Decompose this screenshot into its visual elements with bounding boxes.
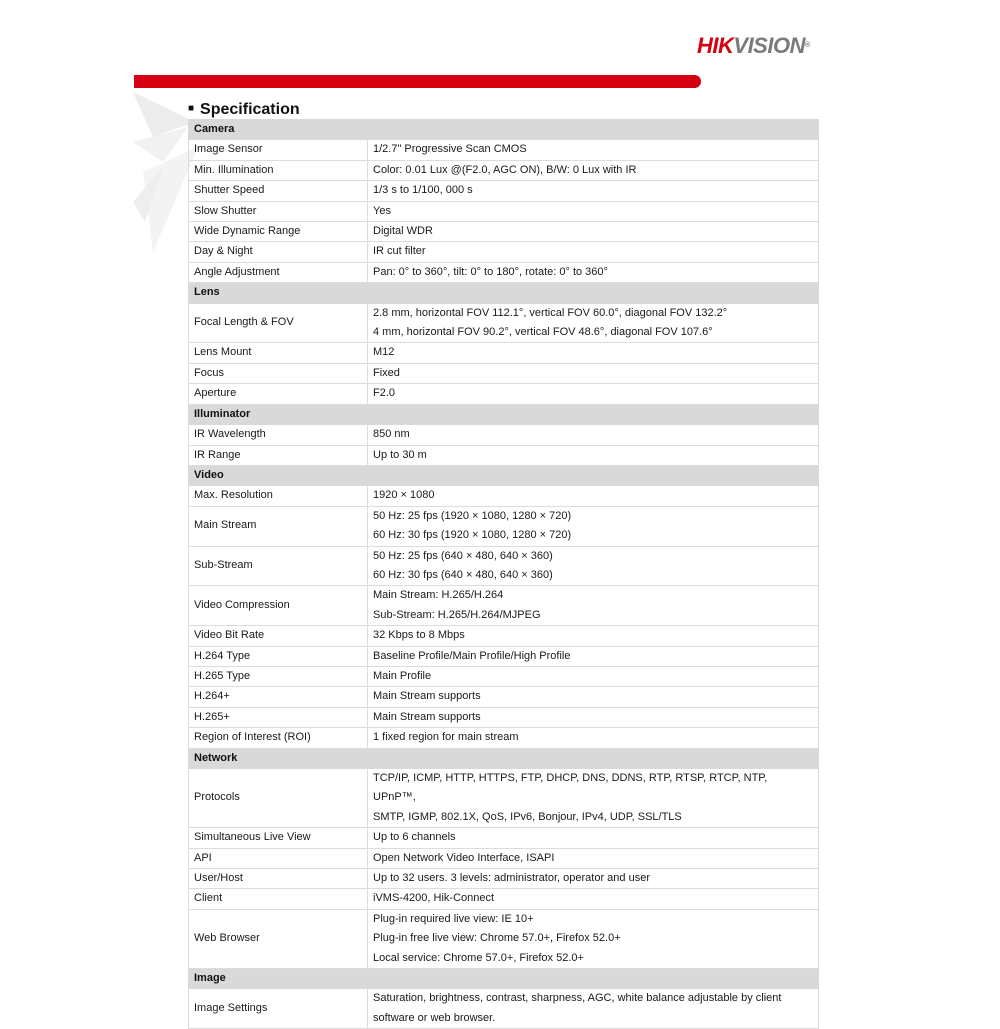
- spec-value-line: Fixed: [373, 366, 400, 379]
- spec-value-line: 32 Kbps to 8 Mbps: [373, 629, 465, 642]
- spec-value: [368, 242, 819, 262]
- spec-row: [189, 384, 819, 404]
- section-header-row: [189, 283, 819, 303]
- registered-mark: ®: [804, 42, 810, 49]
- spec-label: API: [189, 848, 368, 868]
- spec-row: [189, 222, 819, 242]
- spec-row: [189, 666, 819, 686]
- spec-value: [368, 769, 819, 828]
- spec-value-line: 850 nm: [373, 428, 410, 441]
- section-header-row: [189, 748, 819, 768]
- section-title: Network: [189, 748, 819, 768]
- hikvision-logo: [697, 33, 810, 59]
- spec-label: Day & Night: [189, 242, 368, 262]
- spec-label: Video Bit Rate: [189, 626, 368, 646]
- spec-row: [189, 687, 819, 707]
- spec-value-line: Up to 30 m: [373, 448, 427, 461]
- spec-value: [368, 445, 819, 465]
- spec-row: [189, 889, 819, 909]
- spec-value: [368, 626, 819, 646]
- spec-value: [368, 586, 819, 626]
- spec-value: [368, 140, 819, 160]
- spec-label: Video Compression: [189, 586, 368, 626]
- spec-value-line: 1/2.7" Progressive Scan CMOS: [373, 143, 527, 156]
- spec-label: IR Wavelength: [189, 425, 368, 445]
- spec-label: H.265 Type: [189, 666, 368, 686]
- title-text: Specification: [200, 101, 300, 118]
- spec-value-line: 1920 × 1080: [373, 489, 435, 502]
- spec-value-line: 4 mm, horizontal FOV 90.2°, vertical FOV 48.6°, diagonal FOV 107.6°: [373, 326, 713, 339]
- spec-value: [368, 728, 819, 748]
- spec-label: H.264+: [189, 687, 368, 707]
- spec-label: Image Settings: [189, 989, 368, 1029]
- spec-value-line: 60 Hz: 30 fps (640 × 480, 640 × 360): [373, 568, 553, 581]
- spec-row: [189, 201, 819, 221]
- spec-value: [368, 160, 819, 180]
- spec-label: Wide Dynamic Range: [189, 222, 368, 242]
- spec-value: [368, 343, 819, 363]
- section-header-row: [189, 404, 819, 424]
- spec-value: [368, 848, 819, 868]
- spec-value-line: Open Network Video Interface, ISAPI: [373, 851, 555, 864]
- spec-value: [368, 828, 819, 848]
- spec-row: [189, 160, 819, 180]
- spec-row: [189, 546, 819, 586]
- spec-value: [368, 909, 819, 968]
- section-header-row: [189, 465, 819, 485]
- spec-value-line: Main Stream supports: [373, 690, 481, 703]
- section-title: Lens: [189, 283, 819, 303]
- spec-label: Client: [189, 889, 368, 909]
- section-title: Video: [189, 465, 819, 485]
- spec-row: [189, 828, 819, 848]
- spec-value: [368, 506, 819, 546]
- spec-value-line: Sub-Stream: H.265/H.264/MJPEG: [373, 608, 541, 621]
- spec-label: H.265+: [189, 707, 368, 727]
- spec-value-line: Pan: 0° to 360°, tilt: 0° to 180°, rotate: 0° to 360°: [373, 265, 608, 278]
- spec-value: [368, 262, 819, 282]
- spec-label: Main Stream: [189, 506, 368, 546]
- spec-label: User/Host: [189, 869, 368, 889]
- spec-value: [368, 486, 819, 506]
- spec-row: [189, 506, 819, 546]
- spec-value: [368, 666, 819, 686]
- spec-value-line: Up to 32 users. 3 levels: administrator, operator and user: [373, 872, 650, 885]
- spec-label: Web Browser: [189, 909, 368, 968]
- logo-text-hik: HIK: [697, 33, 734, 58]
- spec-value-line: 2.8 mm, horizontal FOV 112.1°, vertical FOV 60.0°, diagonal FOV 132.2°: [373, 306, 728, 319]
- spec-value-line: TCP/IP, ICMP, HTTP, HTTPS, FTP, DHCP, DNS, DDNS, RTP, RTSP, RTCP, NTP, UPnP™,: [373, 772, 768, 804]
- spec-value-line: Saturation, brightness, contrast, sharpness, AGC, white balance adjustable by client: [373, 992, 782, 1005]
- spec-row: [189, 626, 819, 646]
- spec-label: IR Range: [189, 445, 368, 465]
- section-title: Image: [189, 969, 819, 989]
- bullet-icon: ■: [188, 103, 195, 114]
- spec-value-line: Main Profile: [373, 669, 432, 682]
- spec-row: [189, 262, 819, 282]
- spec-value-line: Plug-in free live view: Chrome 57.0+, Firefox 52.0+: [373, 932, 621, 945]
- spec-row: [189, 363, 819, 383]
- page-title: [188, 99, 300, 120]
- spec-row: [189, 445, 819, 465]
- spec-value: [368, 201, 819, 221]
- spec-label: Lens Mount: [189, 343, 368, 363]
- spec-label: Min. Illumination: [189, 160, 368, 180]
- spec-value: [368, 425, 819, 445]
- spec-row: [189, 707, 819, 727]
- spec-row: [189, 869, 819, 889]
- spec-value-line: Color: 0.01 Lux @(F2.0, AGC ON), B/W: 0 Lux with IR: [373, 163, 637, 176]
- spec-label: Focus: [189, 363, 368, 383]
- spec-value: [368, 989, 819, 1029]
- spec-value: [368, 181, 819, 201]
- spec-row: [189, 909, 819, 968]
- spec-value-line: 50 Hz: 25 fps (1920 × 1080, 1280 × 720): [373, 509, 572, 522]
- logo-text-vision: VISION: [733, 33, 805, 58]
- spec-label: Max. Resolution: [189, 486, 368, 506]
- spec-value: [368, 363, 819, 383]
- spec-label: Simultaneous Live View: [189, 828, 368, 848]
- section-header-row: [189, 969, 819, 989]
- spec-row: [189, 646, 819, 666]
- spec-value: [368, 687, 819, 707]
- spec-row: [189, 486, 819, 506]
- spec-value-line: M12: [373, 346, 395, 359]
- spec-value-line: IR cut filter: [373, 245, 426, 258]
- spec-row: [189, 140, 819, 160]
- spec-label: Protocols: [189, 769, 368, 828]
- spec-row: [189, 769, 819, 828]
- spec-value-line: Plug-in required live view: IE 10+: [373, 912, 534, 925]
- spec-value-line: software or web browser.: [373, 1011, 496, 1024]
- spec-value: [368, 889, 819, 909]
- spec-label: Aperture: [189, 384, 368, 404]
- spec-value: [368, 869, 819, 889]
- spec-value: [368, 384, 819, 404]
- spec-row: [189, 989, 819, 1029]
- spec-label: Sub-Stream: [189, 546, 368, 586]
- spec-label: Shutter Speed: [189, 181, 368, 201]
- spec-value: [368, 222, 819, 242]
- spec-value-line: iVMS-4200, Hik-Connect: [373, 892, 495, 905]
- spec-row: [189, 303, 819, 343]
- spec-value-line: Main Stream supports: [373, 710, 481, 723]
- spec-row: [189, 586, 819, 626]
- section-title: Camera: [189, 120, 819, 140]
- spec-label: H.264 Type: [189, 646, 368, 666]
- spec-value-line: Local service: Chrome 57.0+, Firefox 52.0+: [373, 951, 584, 964]
- spec-value-line: Main Stream: H.265/H.264: [373, 589, 504, 602]
- spec-value-line: 60 Hz: 30 fps (1920 × 1080, 1280 × 720): [373, 529, 572, 542]
- spec-value: [368, 303, 819, 343]
- section-header-row: [189, 120, 819, 140]
- spec-value-line: SMTP, IGMP, 802.1X, QoS, IPv6, Bonjour, IPv4, UDP, SSL/TLS: [373, 810, 682, 823]
- spec-row: [189, 242, 819, 262]
- spec-row: [189, 425, 819, 445]
- header-red-bar: [134, 75, 701, 88]
- spec-value-line: F2.0: [373, 387, 396, 400]
- spec-value-line: 50 Hz: 25 fps (640 × 480, 640 × 360): [373, 549, 553, 562]
- specification-table: [188, 119, 819, 1029]
- spec-label: Region of Interest (ROI): [189, 728, 368, 748]
- spec-label: Angle Adjustment: [189, 262, 368, 282]
- spec-value-line: 1 fixed region for main stream: [373, 731, 519, 744]
- spec-value: [368, 546, 819, 586]
- spec-row: [189, 848, 819, 868]
- spec-value-line: 1/3 s to 1/100, 000 s: [373, 184, 473, 197]
- spec-value: [368, 646, 819, 666]
- spec-value-line: Yes: [373, 204, 391, 217]
- spec-row: [189, 343, 819, 363]
- spec-value-line: Baseline Profile/Main Profile/High Profile: [373, 649, 571, 662]
- spec-value-line: Digital WDR: [373, 225, 433, 238]
- section-title: Illuminator: [189, 404, 819, 424]
- spec-label: Focal Length & FOV: [189, 303, 368, 343]
- spec-row: [189, 728, 819, 748]
- spec-row: [189, 181, 819, 201]
- spec-value-line: Up to 6 channels: [373, 831, 456, 844]
- spec-label: Image Sensor: [189, 140, 368, 160]
- spec-label: Slow Shutter: [189, 201, 368, 221]
- spec-value: [368, 707, 819, 727]
